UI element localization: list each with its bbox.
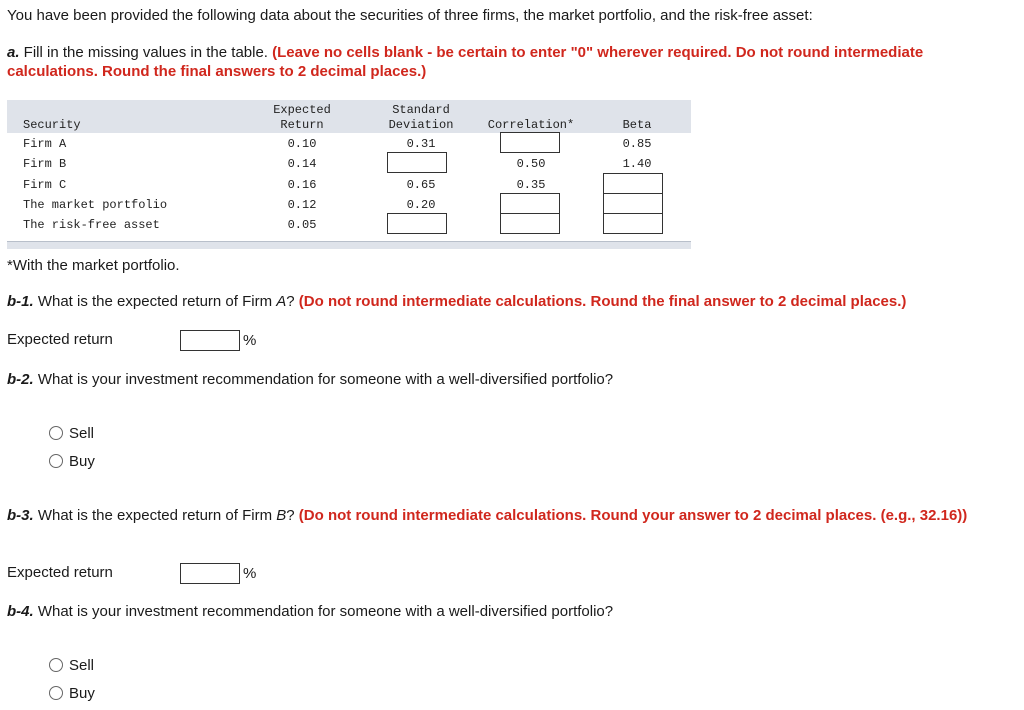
market-beta-input[interactable] [603,193,663,214]
part-a-instruction: (Leave no cells blank - be certain to enter "0" wherever required. Do not round intermediate calculations. Round the final answers to 2 decimal places.) [7,44,924,80]
header-stdev-2: Deviation [388,118,454,132]
b3-text-post: ? [286,507,299,524]
row-security: Firm C [23,178,67,192]
b4-prompt [7,602,613,621]
header-security: Security [23,118,81,132]
row-expected-return: 0.05 [287,218,317,232]
riskfree-stdev-input[interactable] [387,213,447,234]
header-correlation: Correlation* [487,118,575,132]
row-security: Firm B [23,157,67,171]
b1-text-post: ? [286,293,299,310]
header-expected-1: Expected [273,103,331,117]
b1-prompt [7,292,906,311]
radio-button[interactable] [49,686,63,700]
b3-text-pre: What is the expected return of Firm [33,507,277,524]
radio-button[interactable] [49,658,63,672]
option-label: Buy [69,684,95,702]
b1-label: b-1. [7,293,34,310]
row-security: Firm A [23,137,67,151]
row-security: The risk-free asset [23,218,160,232]
riskfree-correlation-input[interactable] [500,213,560,234]
b1-firm: A [276,293,287,310]
row-expected-return: 0.16 [287,178,317,192]
b2-label: b-2. [7,371,34,388]
row-expected-return: 0.10 [287,137,317,151]
b3-expected-return-input[interactable] [180,563,240,584]
b4-option-sell[interactable] [49,655,94,675]
row-correlation: 0.50 [516,157,546,171]
b1-text-pre: What is the expected return of Firm [33,293,277,310]
b1-instruction: (Do not round intermediate calculations. Round the final answer to 2 decimal places.) [298,293,907,310]
b4-option-buy[interactable] [49,683,95,703]
riskfree-beta-input[interactable] [603,213,663,234]
table-footnote: *With the market portfolio. [7,257,180,274]
radio-button[interactable] [49,454,63,468]
b2-prompt [7,370,613,389]
radio-button[interactable] [49,426,63,440]
firm-c-beta-input[interactable] [603,173,663,194]
intro-text: You have been provided the following data about the securities of three firms, the market portfolio, and the risk-free asset: [7,7,813,24]
row-stdev: 0.65 [406,178,436,192]
part-a-text: Fill in the missing values in the table. [19,44,273,61]
header-expected-2: Return [280,118,324,132]
part-a-prompt [7,43,1017,81]
row-stdev: 0.31 [406,137,436,151]
b2-option-sell[interactable] [49,423,94,443]
table-footer-bar [7,241,691,249]
row-expected-return: 0.12 [287,198,317,212]
header-beta: Beta [622,118,652,132]
option-label: Sell [69,424,95,442]
b1-expected-return-input[interactable] [180,330,240,351]
market-correlation-input[interactable] [500,193,560,214]
b3-unit: % [243,565,257,582]
b4-label: b-4. [7,603,34,620]
row-beta: 1.40 [622,157,652,171]
part-a-label: a. [7,44,20,61]
table-header-bg [7,100,691,133]
b3-prompt [7,506,1017,525]
option-label: Sell [69,656,95,674]
b4-text: What is your investment recommendation for someone with a well-diversified portfolio? [33,603,614,620]
row-security: The market portfolio [23,198,168,212]
b3-label: b-3. [7,507,34,524]
header-stdev-1: Standard [392,103,450,117]
firm-b-stdev-input[interactable] [387,152,447,173]
firm-a-correlation-input[interactable] [500,132,560,153]
b1-field-label: Expected return [7,331,113,348]
b1-unit: % [243,332,257,349]
row-stdev: 0.20 [406,198,436,212]
b2-text: What is your investment recommendation for someone with a well-diversified portfolio? [33,371,614,388]
option-label: Buy [69,452,95,470]
b3-instruction: (Do not round intermediate calculations. Round your answer to 2 decimal places. (e.g., 32.16)) [298,507,968,524]
b3-firm: B [276,507,287,524]
b2-option-buy[interactable] [49,451,95,471]
b3-field-label: Expected return [7,564,113,581]
row-expected-return: 0.14 [287,157,317,171]
row-correlation: 0.35 [516,178,546,192]
securities-table [7,100,691,248]
row-beta: 0.85 [622,137,652,151]
